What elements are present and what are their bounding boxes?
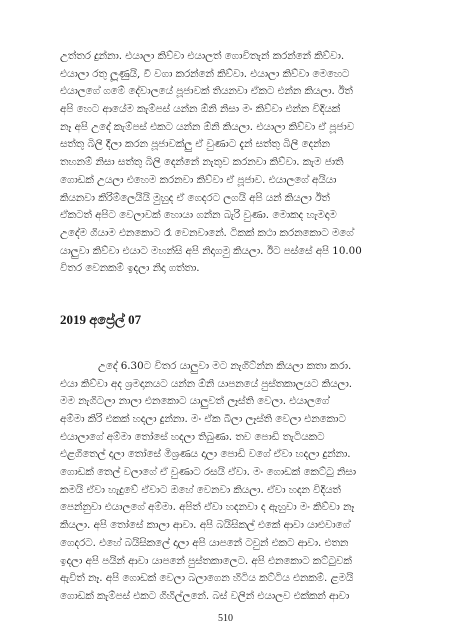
- text-line: ගොඩක් තෙල් වලාගේ ඒ වුණාට රසයි ඒවා. මං ගොඩක් කෙට්ටු නිසා: [60, 466, 357, 479]
- text-line: ගොඩක් කැම්පස් එකට ගිහිල්ලනේ. බස් වලින් එයාලව එක්කන් ආවා: [60, 589, 350, 602]
- text-line: එයාලා රතු ලූණුයි, වී වගා කරන්නේ කිව්වා. එයාලා කිව්වා මෙහෙට: [60, 67, 350, 80]
- text-line: කියනවා කිරිම්ලෙයියි මුහුද ඒ ගෙදරට ලගයි අපි යන් කියලා ඊත්: [60, 191, 330, 204]
- text-line: සත්තු බිලි දීලා කරන පූජාවක්ලු ඒ වුණාට දැන් සත්තු බිලි දෙන්න: [60, 138, 330, 151]
- paragraph-2: [60, 358, 398, 606]
- page-number: 510: [218, 613, 233, 624]
- document-page: [60, 48, 398, 606]
- text-line: අපි හෙට ආයේම කැම්පස් යන්න ඕනි නිසා මං කිව්වා එන්න විදියක්: [60, 103, 341, 116]
- text-line: එයාලාගේ අම්මා තෝසේ හදලා තිබුණා. තව පොඩි තැටියකට: [60, 430, 325, 443]
- text-line: අම්මා කිරි එකක් හදලා දුන්නා. මං ඒක බීලා ලෑස්ති වෙලා එනකොට: [60, 413, 346, 425]
- text-line: ඒකටත් අපිට වෙලාවක් හොයා ගන්න බැරි වුණා. මොකද හැමදාම: [60, 209, 337, 222]
- text-line: උත්තර දුන්නා. එයාලා කිව්වා එයාලත් ගොවිතැන් කරන්නේ කිව්වා.: [60, 50, 345, 62]
- text-line: විතර වෙනකම් ඉදලා නිදා ගත්තා.: [60, 262, 200, 275]
- text-line: එයා කිව්වා අද ශ්‍රමදානයට යන්න ඕනි යාපනයේ පුස්තකාලයට කියලා.: [60, 377, 353, 390]
- paragraph-1: [60, 48, 398, 278]
- text-line: ගෙදරට. එහේ බයිසිකලේ දාලා අපි යාපනේ ටවුන් එකට ආවා. එතන: [60, 536, 349, 549]
- text-line: ගොඩක් උයලා එහෙම කරනවා කිව්වා ඒ පූජාව. එයාලගේ අයියා: [60, 173, 337, 186]
- text-line: උදේම ගියාම එනකොට රෑ වෙනවානේ. ටිකක් කථා කරනකොට මගේ: [60, 226, 354, 239]
- text-line: නෑ අපි උදේ කැම්පස් එකට යන්න ඕනි කියලා. එයාලා කිව්වා ඒ පූජාව: [60, 120, 355, 133]
- text-line: පෙන්නුවා එයාලගේ අම්මා. අපිත් ඒවා හදනවා ද ඇහුවා මං කිව්වා නෑ: [60, 501, 355, 514]
- text-line: උදේ 6.30ට විතර යාලුවා මට නැගිට්න්න කියලා කතා කරා.: [98, 359, 352, 372]
- text-line: එළගිතෙල් දාලා තෝසේ මිශ්‍රණය දාලා පොඩි වගේ ඒවා හදලා දුන්නා.: [60, 448, 351, 461]
- text-line: තහනම් නිසා සත්තු බිලි දෙන්නේ නැතුව කරනවා කිව්වා. කැම ජාති: [60, 156, 344, 169]
- text-line: මම නැගිටලා නාලා එනකොට යාලුවත් ලෑස්ති වෙලා. එයාලගේ: [60, 395, 330, 408]
- text-line: යාලුවා කිව්වා එයාට මහන්සි අපි නිදාගමු කියලා. ඊට පස්සේ අපි 10.00: [60, 244, 362, 257]
- date-heading: 2019 අප්‍රේල් 07: [60, 311, 142, 327]
- text-line: ඉදලා අපි පයින් ආවා යාපනේ පුස්තකාලෙට. අපි එනකොට කට්ටුවක්: [60, 554, 352, 567]
- text-line: කමයි ඒවා හැදුවේ ඒවාට ඔහේ වෙනවා කියලා. ඒවා හදන විදියත්: [60, 483, 341, 496]
- text-line: එයාලගේ ගමේ දේවාලයේ පූජාවක් තියනවා ඒකට එන්න කියලා. ඊත්: [60, 85, 353, 98]
- text-line: ඇවිත් නෑ. අපි ගොඩක් වෙලා බලාගෙන හිටිය කට්ටිය එනකම්. ළමයි: [60, 572, 354, 585]
- text-line: කියලා. අපි තෝසේ කාලා ආවා. අපි බයිසිකල් එකේ ආවා යාළුවාගේ: [60, 519, 351, 532]
